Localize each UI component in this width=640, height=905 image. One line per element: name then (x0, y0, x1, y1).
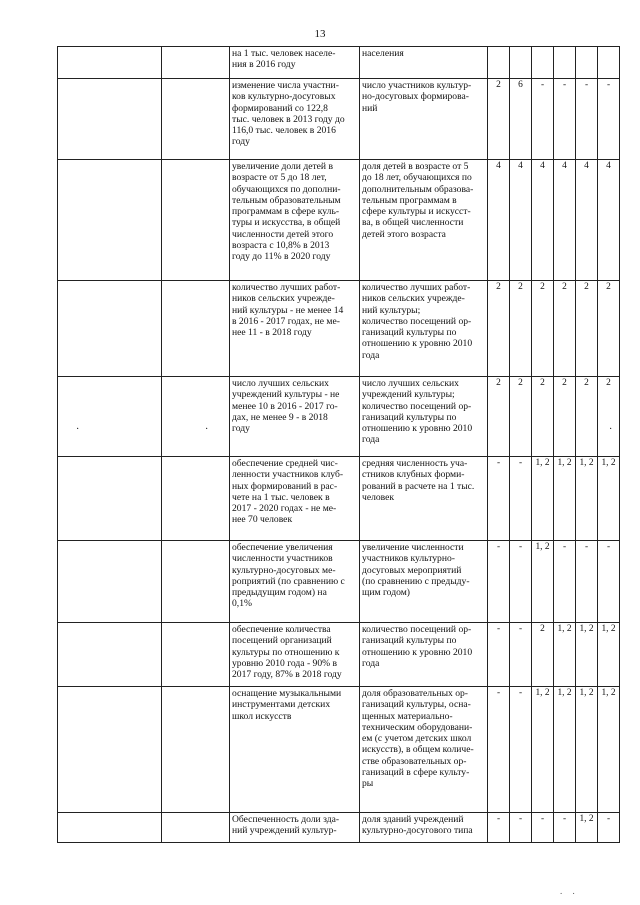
indicator-cell: увеличение доли детей в возрасте от 5 до 18 лет, обучающихся по дополни- тельным образовательным программам в сфере куль- туры и искусства, в общей численности детей этого возраста с 10,8% в 2013 году до 11% в 2020 году (230, 160, 360, 281)
value-cell (488, 47, 510, 79)
value-cell: 1, 2 (532, 457, 554, 541)
value-cell: 2 (598, 281, 620, 377)
value-cell: - (510, 623, 532, 687)
empty-cell-executor (162, 541, 230, 623)
empty-cell-event (58, 281, 162, 377)
value-cell (598, 47, 620, 79)
value-cell: 4 (532, 160, 554, 281)
edge-marks: . . (560, 886, 579, 896)
value-cell: 2 (532, 377, 554, 457)
measure-cell: средняя численность уча- стников клубных форми- рований в расчете на 1 тыс. человек (360, 457, 488, 541)
value-cell: 1, 2 (554, 623, 576, 687)
value-cell: - (510, 541, 532, 623)
value-cell: 2 (510, 281, 532, 377)
value-cell: 1, 2 (576, 813, 598, 843)
value-cell: - (510, 457, 532, 541)
empty-cell-event (58, 623, 162, 687)
value-cell: 1, 2 (598, 687, 620, 813)
indicator-cell: изменение числа участни- ков культурно-досуговых формирований со 122,8 тыс. человек в 2013 году до 116,0 тыс. человек в 2016 году (230, 79, 360, 160)
value-cell: 4 (510, 160, 532, 281)
value-cell: 1, 2 (598, 623, 620, 687)
value-cell: 4 (598, 160, 620, 281)
measure-cell: доля образовательных ор- ганизаций культуры, осна- щенных материально- техническим оборудовани- ем (с учетом детских школ искусств), в общем количе- стве образовательных ор- ганизаций в сфере культу- ры (360, 687, 488, 813)
value-cell (510, 47, 532, 79)
indicator-cell: на 1 тыс. человек населе- ния в 2016 году (230, 47, 360, 79)
empty-cell-event (58, 687, 162, 813)
measure-cell: населения (360, 47, 488, 79)
value-cell: 4 (576, 160, 598, 281)
value-cell: 2 (510, 377, 532, 457)
value-cell: 1, 2 (576, 687, 598, 813)
value-cell: 1, 2 (532, 541, 554, 623)
value-cell: 2 (488, 377, 510, 457)
table-row (58, 623, 620, 687)
indicator-cell: число лучших сельских учреждений культуры - не менее 10 в 2016 - 2017 го- дах, не менее 9 - в 2018 году (230, 377, 360, 457)
value-cell: 2 (532, 281, 554, 377)
stray-mark-right: · (609, 424, 613, 435)
measure-cell: доля детей в возрасте от 5 до 18 лет, обучающихся по дополнительным образова- тельным программам в сфере культуры и искусст- ва, в общей численности детей этого возраста (360, 160, 488, 281)
empty-cell-event (58, 377, 162, 457)
value-cell: 2 (576, 377, 598, 457)
value-cell: - (576, 79, 598, 160)
value-cell: - (554, 813, 576, 843)
page-number: 13 (314, 28, 326, 40)
indicator-cell: количество лучших работ- ников сельских учрежде- ний культуры - не менее 14 в 2016 - 2017 годах, не ме- нее 11 - в 2018 году (230, 281, 360, 377)
value-cell: 1, 2 (532, 687, 554, 813)
empty-cell-event (58, 457, 162, 541)
empty-cell-event (58, 813, 162, 843)
value-cell: - (488, 541, 510, 623)
empty-cell-executor (162, 47, 230, 79)
empty-cell-executor (162, 281, 230, 377)
value-cell: 1, 2 (554, 457, 576, 541)
value-cell: 1, 2 (576, 457, 598, 541)
value-cell: - (598, 79, 620, 160)
table-row (58, 687, 620, 813)
empty-cell-executor (162, 160, 230, 281)
value-cell: 2 (598, 377, 620, 457)
table-row (58, 47, 620, 79)
value-cell: 6 (510, 79, 532, 160)
value-cell: - (554, 541, 576, 623)
value-cell: 2 (532, 623, 554, 687)
value-cell (532, 47, 554, 79)
table-row (58, 813, 620, 843)
empty-cell-executor (162, 813, 230, 843)
value-cell: 1, 2 (576, 623, 598, 687)
program-indicators-table (57, 46, 620, 843)
stray-mark-left: · (76, 424, 80, 435)
table-row (58, 281, 620, 377)
measure-cell: число лучших сельских учреждений культуры; количество посещений ор- ганизаций культуры по отношению к уровню 2010 года (360, 377, 488, 457)
indicator-cell: обеспечение увеличения численности участников культурно-досуговых ме- роприятий (по сравнению с предыдущим годом) на 0,1% (230, 541, 360, 623)
value-cell: - (488, 457, 510, 541)
value-cell: 2 (488, 281, 510, 377)
empty-cell-executor (162, 79, 230, 160)
value-cell (576, 47, 598, 79)
table-row (58, 160, 620, 281)
value-cell: - (488, 813, 510, 843)
measure-cell: увеличение численности участников культурно- досуговых мероприятий (по сравнению с предыду- щим годом) (360, 541, 488, 623)
empty-cell-executor (162, 457, 230, 541)
empty-cell-event (58, 47, 162, 79)
value-cell: - (532, 79, 554, 160)
value-cell: 4 (488, 160, 510, 281)
indicator-cell: Обеспеченность доли зда- ний учреждений культур- (230, 813, 360, 843)
value-cell: 2 (554, 281, 576, 377)
value-cell: - (510, 687, 532, 813)
value-cell: - (598, 541, 620, 623)
measure-cell: количество посещений ор- ганизаций культуры по отношению к уровню 2010 года (360, 623, 488, 687)
value-cell: - (488, 687, 510, 813)
value-cell: - (488, 623, 510, 687)
empty-cell-event (58, 541, 162, 623)
value-cell: 2 (576, 281, 598, 377)
table-row (58, 457, 620, 541)
empty-cell-executor (162, 377, 230, 457)
value-cell: 4 (554, 160, 576, 281)
table-row (58, 79, 620, 160)
value-cell: 2 (554, 377, 576, 457)
indicator-cell: обеспечение средней чис- ленности участников клуб- ных формирований в рас- чете на 1 тыс. человек в 2017 - 2020 годах - не ме- нее 70 человек (230, 457, 360, 541)
value-cell: 2 (488, 79, 510, 160)
table-row (58, 541, 620, 623)
value-cell: 1, 2 (554, 687, 576, 813)
value-cell (554, 47, 576, 79)
value-cell: - (576, 541, 598, 623)
indicator-cell: обеспечение количества посещений организаций культуры по отношению к уровню 2010 года - 90% в 2017 году, 87% в 2018 году (230, 623, 360, 687)
value-cell: - (598, 813, 620, 843)
empty-cell-executor (162, 687, 230, 813)
value-cell: 1, 2 (598, 457, 620, 541)
stray-mark-middle: · (205, 424, 209, 435)
empty-cell-event (58, 79, 162, 160)
indicator-cell: оснащение музыкальными инструментами детских школ искусств (230, 687, 360, 813)
measure-cell: число участников культур- но-досуговых формирова- ний (360, 79, 488, 160)
empty-cell-executor (162, 623, 230, 687)
measure-cell: доля зданий учреждений культурно-досугового типа (360, 813, 488, 843)
empty-cell-event (58, 160, 162, 281)
measure-cell: количество лучших работ- ников сельских учрежде- ний культуры; количество посещений ор- ганизаций культуры по отношению к уровню 2010 года (360, 281, 488, 377)
value-cell: - (532, 813, 554, 843)
table-row (58, 377, 620, 457)
value-cell: - (554, 79, 576, 160)
value-cell: - (510, 813, 532, 843)
